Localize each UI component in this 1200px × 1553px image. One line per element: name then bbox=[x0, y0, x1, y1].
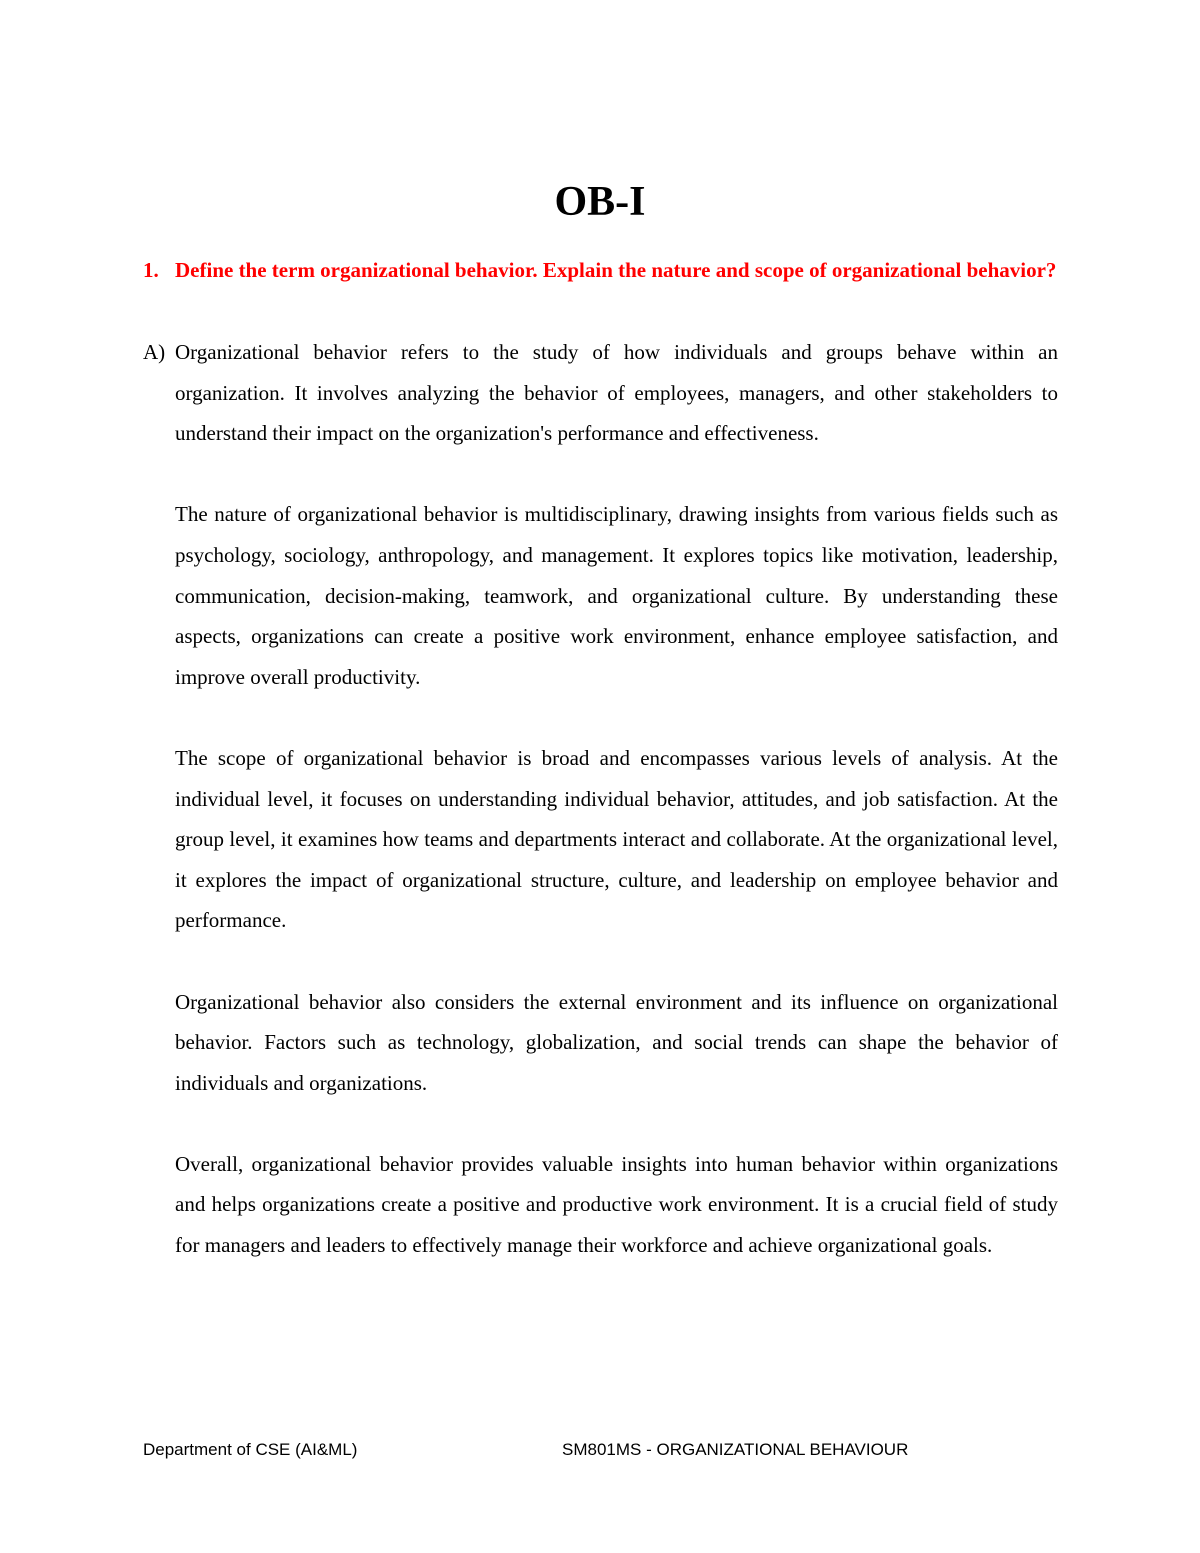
answer-paragraph-overall: Overall, organizational behavior provides valuable insights into human behavior within organizations and helps organizations create a positive and productive work environment. It is a crucial field of study for managers and leaders to effectively manage their workforce and achieve organizational goals. bbox=[175, 1151, 1058, 1258]
answer-paragraph-scope: The scope of organizational behavior is broad and encompasses various levels of analysis. At the individual level, it focuses on understanding individual behavior, attitudes, and job satisfaction. At the group level, it examines how teams and departments interact and collaborate. At the organizational level, it explores the impact of organizational structure, culture, and leadership on employee behavior and performance. bbox=[175, 745, 1058, 933]
question-block bbox=[143, 250, 1058, 291]
question-number: 1. bbox=[143, 258, 159, 282]
page-title: OB-I bbox=[554, 179, 646, 225]
answer-paragraph-environment: Organizational behavior also considers the external environment and its influence on organizational behavior. Factors such as technology, globalization, and social trends can shape the behavior of individuals and organizations. bbox=[175, 989, 1058, 1095]
answer-paragraph-definition: Organizational behavior refers to the study of how individuals and groups behave within an organization. It involves analyzing the behavior of employees, managers, and other stakeholders to understand their impact on the organization's performance and effectiveness. bbox=[175, 340, 1058, 446]
question-text: Define the term organizational behavior. Explain the nature and scope of organizational behavior? bbox=[175, 258, 1057, 282]
answer-body bbox=[175, 332, 1058, 1306]
footer-department: Department of CSE (AI&ML) bbox=[143, 1440, 358, 1459]
answer-paragraph-nature: The nature of organizational behavior is multidisciplinary, drawing insights from various fields such as psychology, sociology, anthropology, and management. It explores topics like motivation, leadership, communication, decision-making, teamwork, and organizational culture. By understanding these aspects, organizations can create a positive work environment, enhance employee satisfaction, and improve overall productivity. bbox=[175, 502, 1058, 689]
answer-marker: A) bbox=[143, 340, 166, 364]
footer-course: SM801MS - ORGANIZATIONAL BEHAVIOUR bbox=[562, 1440, 909, 1459]
